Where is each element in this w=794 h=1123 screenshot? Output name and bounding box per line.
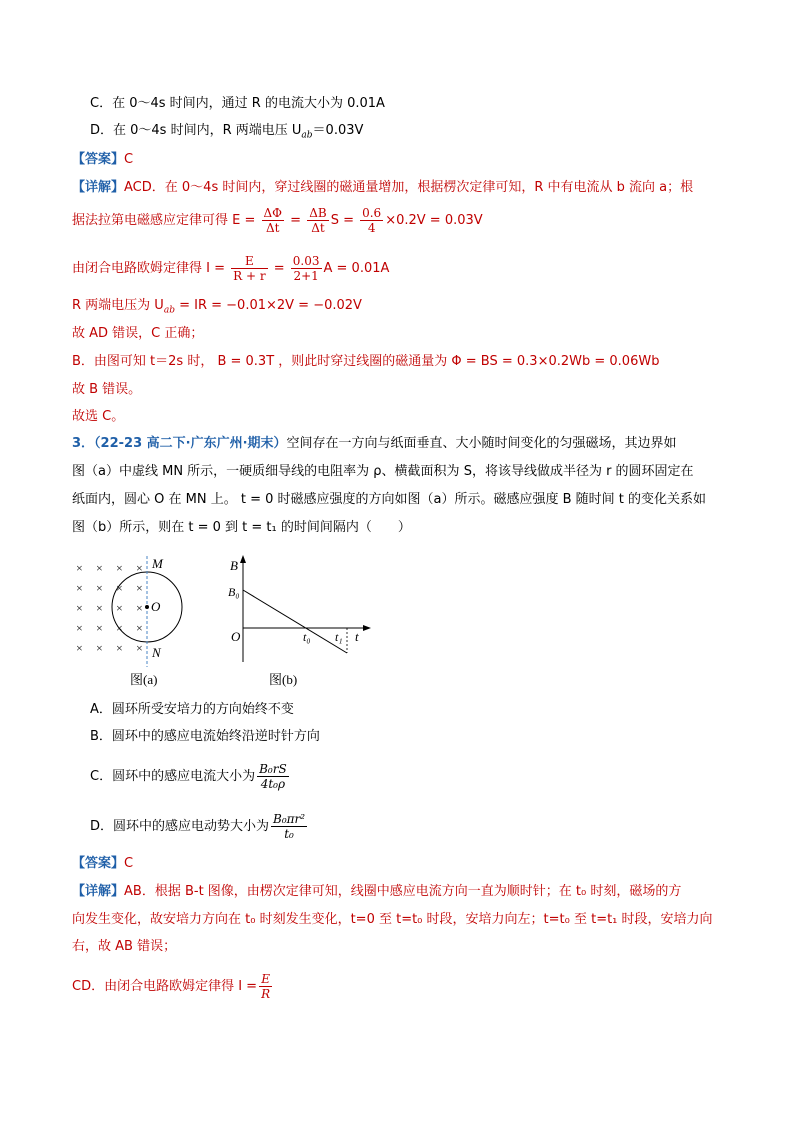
field-cross: ×: [116, 561, 123, 575]
q2-explain-4: [72, 296, 362, 321]
numerator: ΔΦ: [263, 206, 283, 220]
q2-explain-5: 故 AD 错误，C 正确；: [72, 326, 204, 341]
answer-label: 【答案】: [72, 152, 125, 167]
fraction: [271, 812, 307, 841]
fraction: [291, 254, 322, 283]
figure-a: [70, 552, 200, 692]
equation-text: A = 0.01A: [323, 261, 390, 276]
fraction: [259, 972, 272, 1001]
field-cross: ×: [116, 601, 123, 615]
stem-text: 空间存在一方向与纸面垂直、大小随时间变化的匀强磁场，其边界如: [286, 436, 677, 451]
label-t1: t₁: [335, 630, 343, 644]
q2-answer: [72, 150, 133, 170]
explain-label: 【详解】: [72, 884, 125, 899]
numerator: E: [259, 972, 272, 987]
explain-text: AB．根据 B-t 图像，由楞次定律可知，线圈中感应电流方向一直为顺时针；在 t₀ 时刻，磁场的方: [124, 884, 682, 899]
explain-label: 【详解】: [72, 180, 125, 195]
fraction: [262, 206, 285, 235]
field-cross: ×: [136, 641, 143, 655]
field-cross: ×: [76, 621, 83, 635]
field-cross: ×: [116, 581, 123, 595]
subscript: ab: [163, 305, 175, 316]
answer-value: C: [124, 856, 134, 871]
explain-text: CD．由闭合电路欧姆定律得 I =: [72, 979, 258, 994]
label-t0: t₀: [303, 630, 311, 644]
option-text: C．圆环中的感应电流大小为: [90, 769, 256, 784]
q2-option-d: [90, 121, 363, 146]
denominator: Δt: [311, 221, 325, 235]
denominator: 4: [367, 221, 376, 235]
field-cross: ×: [76, 561, 83, 575]
label-o: O: [151, 599, 161, 614]
explain-text: = IR = −0.01×2V = −0.02V: [174, 298, 362, 313]
center-dot: [145, 605, 149, 609]
q3-stem-4: 图（b）所示，则在 t = 0 到 t = t₁ 的时间间隔内（ ）: [72, 520, 411, 535]
answer-value: C: [124, 152, 134, 167]
q2-explain-2: [72, 206, 483, 235]
q2-option-d-tail: ＝0.03V: [312, 123, 364, 138]
equation-text: =: [286, 213, 302, 228]
q3-option-c: [90, 762, 291, 791]
q3-explain-4: [72, 972, 274, 1001]
fraction: [307, 206, 328, 235]
explain-text: ACD．在 0～4s 时间内，穿过线圈的磁通量增加，根据楞次定律可知，R 中有电流从 b 流向 a；根: [124, 180, 694, 195]
field-cross: ×: [116, 641, 123, 655]
field-cross: ×: [96, 641, 103, 655]
q2-explain-1: [72, 178, 693, 198]
denominator: R + r: [233, 269, 266, 283]
q3-answer: [72, 854, 133, 874]
q3-explain-1: [72, 882, 681, 902]
field-cross: ×: [136, 621, 143, 635]
q2-explain-8: 故选 C。: [72, 409, 125, 424]
field-cross: ×: [96, 561, 103, 575]
q3-option-d: [90, 812, 309, 841]
numerator: 0.03: [292, 254, 320, 268]
denominator: 2+1: [293, 269, 319, 283]
q3-explain-3: 右，故 AB 错误；: [72, 939, 177, 954]
denominator: 4t₀ρ: [260, 777, 286, 791]
arrow-up-icon: [240, 555, 246, 563]
explain-text: R 两端电压为 U: [72, 298, 164, 313]
numerator: E: [231, 254, 267, 269]
field-cross: ×: [76, 581, 83, 595]
numerator: 0.6: [362, 206, 382, 220]
question-source: 3．（22-23 高二下·广东广州·期末）: [72, 436, 287, 451]
field-cross: ×: [96, 581, 103, 595]
caption-a: 图(a): [130, 672, 158, 687]
field-cross: ×: [76, 601, 83, 615]
field-cross: ×: [116, 621, 123, 635]
denominator: t₀: [284, 827, 294, 841]
q2-explain-7: 故 B 错误。: [72, 382, 142, 397]
q3-stem-3: 纸面内，圆心 O 在 MN 上。 t = 0 时磁感应强度的方向如图（a）所示。磁感应强度 B 随时间 t 的变化关系如: [72, 492, 707, 507]
b-t-line: [243, 590, 347, 653]
fraction: [231, 254, 267, 283]
numerator: B₀rS: [259, 762, 287, 776]
q3-explain-2: 向发生变化，故安培力方向在 t₀ 时刻发生变化，t=0 至 t=t₀ 时段，安培力向左；t=t₀ 至 t=t₁ 时段，安培力向: [72, 912, 713, 927]
label-t: t: [355, 629, 359, 644]
q2-option-d-sub: ab: [301, 130, 313, 141]
figure-b: [225, 552, 375, 692]
q3-option-a: A．圆环所受安培力的方向始终不变: [90, 702, 294, 717]
q3-stem-1: [72, 434, 677, 454]
label-origin: O: [231, 629, 241, 644]
field-cross: ×: [136, 601, 143, 615]
q2-option-d-text: D．在 0～4s 时间内，R 两端电压 U: [90, 123, 302, 138]
label-b0: B₀: [228, 585, 240, 599]
field-cross: ×: [136, 581, 143, 595]
q3-stem-2: 图（a）中虚线 MN 所示，一硬质细导线的电阻率为 ρ、横截面积为 S，将该导线做成半径为 r 的圆环固定在: [72, 464, 694, 479]
q2-explain-3: [72, 254, 389, 283]
explain-text: 由闭合电路欧姆定律得 I =: [72, 261, 225, 276]
q3-option-b: B．圆环中的感应电流始终沿逆时针方向: [90, 729, 320, 744]
fraction: [257, 762, 289, 791]
caption-b: 图(b): [269, 672, 298, 687]
field-cross: ×: [96, 621, 103, 635]
equation-text: =: [269, 261, 285, 276]
option-text: D．圆环中的感应电动势大小为: [90, 819, 270, 834]
q2-explain-6: B．由图可知 t＝2s 时， B = 0.3T ，则此时穿过线圈的磁通量为 Φ = BS = 0.3×0.2Wb = 0.06Wb: [72, 354, 660, 369]
equation-text: ×0.2V = 0.03V: [385, 213, 483, 228]
field-cross: ×: [96, 601, 103, 615]
label-b: B: [230, 558, 238, 573]
field-cross: ×: [76, 641, 83, 655]
explain-text: 据法拉第电磁感应定律可得 E =: [72, 213, 256, 228]
denominator: R: [261, 987, 271, 1001]
numerator: B₀πr²: [273, 812, 306, 826]
arrow-right-icon: [363, 625, 371, 631]
denominator: Δt: [266, 221, 280, 235]
q2-option-c: C．在 0～4s 时间内，通过 R 的电流大小为 0.01A: [90, 96, 385, 111]
label-n: N: [152, 645, 161, 660]
numerator: ΔB: [309, 206, 327, 220]
answer-label: 【答案】: [72, 856, 125, 871]
field-cross: ×: [136, 561, 143, 575]
fraction: [360, 206, 383, 235]
label-m: M: [152, 556, 163, 571]
equation-text: S =: [330, 213, 354, 228]
